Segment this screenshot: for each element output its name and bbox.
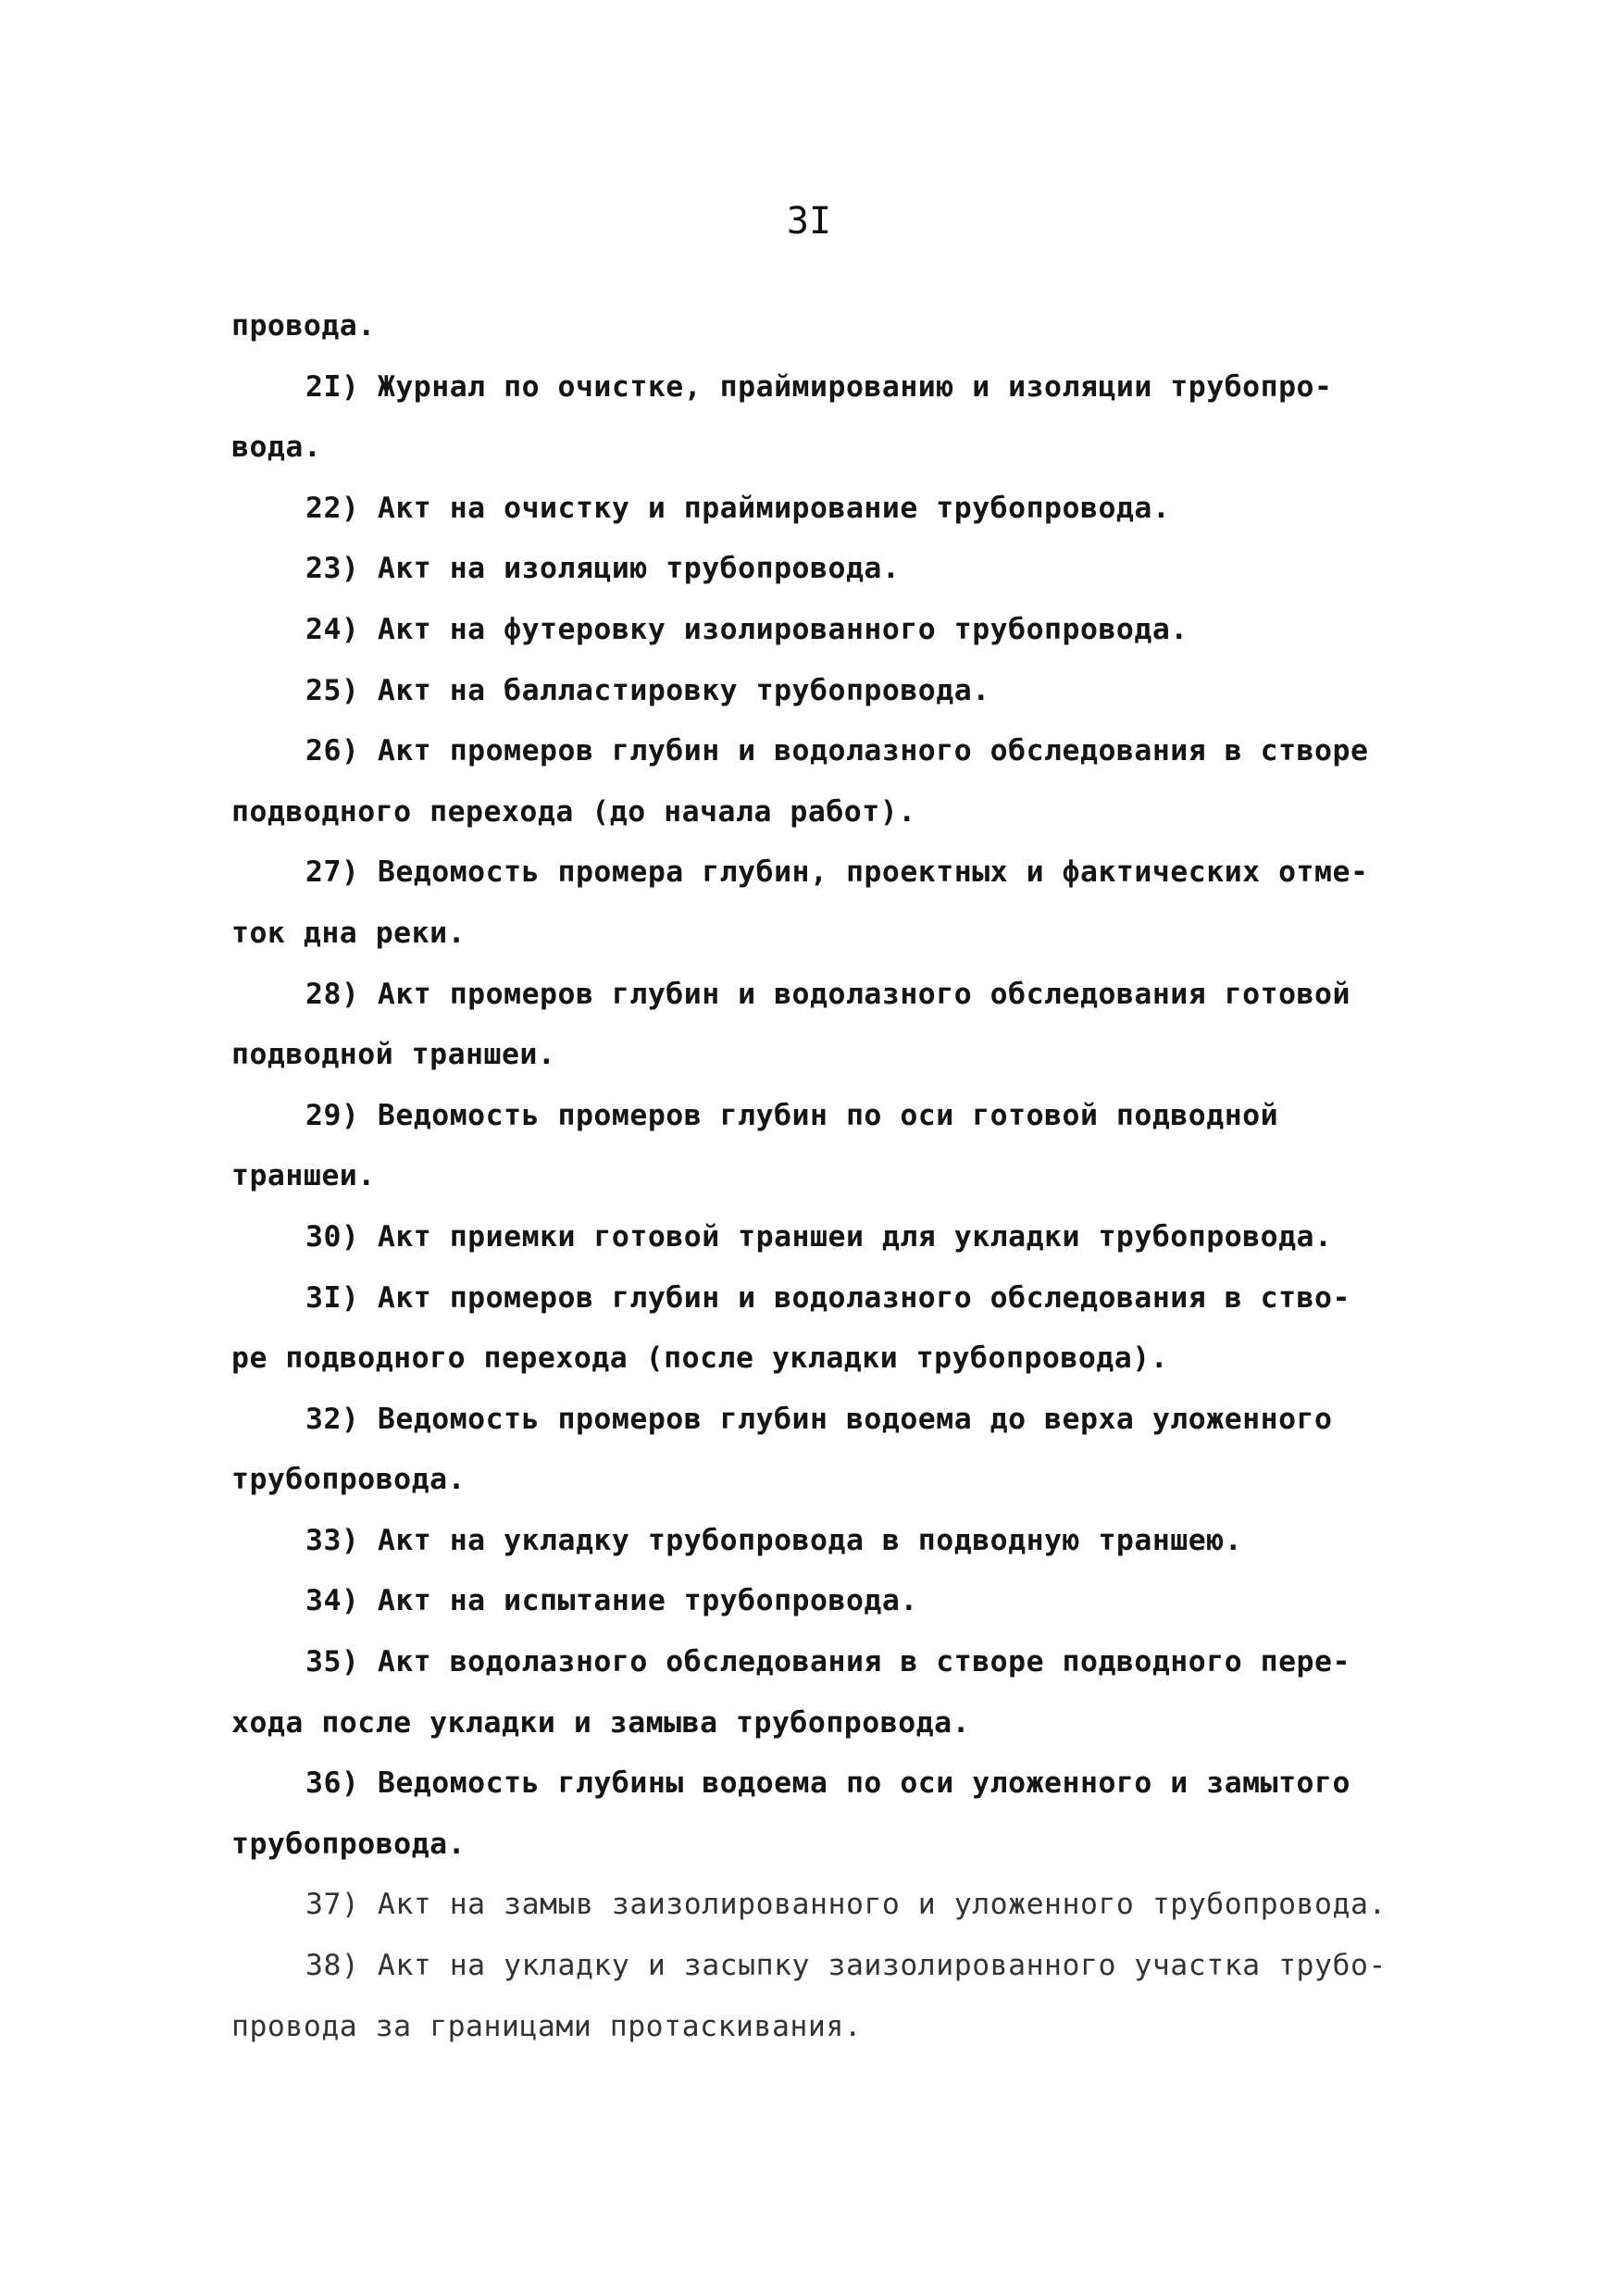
list-item-26: 26) Акт промеров глубин и водолазного обследования в створе <box>305 734 1369 768</box>
list-item-29: 29) Ведомость промеров глубин по оси готовой подводной <box>305 1098 1279 1132</box>
text-line: подводной траншеи. <box>231 1038 556 1072</box>
list-item-24: 24) Акт на футеровку изолированного трубопровода. <box>305 612 1189 646</box>
list-item-23: 23) Акт на изоляцию трубопровода. <box>305 552 901 586</box>
list-item-28: 28) Акт промеров глубин и водолазного обследования готовой <box>305 977 1350 1011</box>
document-body <box>231 296 1398 2057</box>
text-line: вода. <box>231 430 322 465</box>
list-item-36: 36) Ведомость глубины водоема по оси уложенного и замытого <box>305 1766 1350 1801</box>
text-line: ре подводного перехода (после укладки трубопровода). <box>231 1341 1169 1376</box>
list-item-27: 27) Ведомость промера глубин, проектных и фактических отме- <box>305 855 1369 890</box>
text-line: трубопровода. <box>231 1463 467 1497</box>
list-item-34: 34) Акт на испытание трубопровода. <box>305 1584 918 1618</box>
text-line: ток дна реки. <box>231 916 467 950</box>
list-item-21: 2I) Журнал по очистке, праймированию и изоляции трубопро- <box>305 369 1333 404</box>
text-line: хода после укладки и замыва трубопровода. <box>231 1705 971 1740</box>
list-item-33: 33) Акт на укладку трубопровода в подводную траншею. <box>305 1523 1243 1557</box>
list-item-37: 37) Акт на замыв заизолированного и уложенного трубопровода. <box>305 1888 1387 1922</box>
text-line: траншеи. <box>231 1159 376 1193</box>
list-item-25: 25) Акт на балластировку трубопровода. <box>305 673 990 707</box>
text-line: подводного перехода (до начала работ). <box>231 794 916 829</box>
text-line: провода. <box>231 309 376 343</box>
list-item-22: 22) Акт на очистку и праймирование трубопровода. <box>305 491 1171 525</box>
list-item-38: 38) Акт на укладку и засыпку заизолированного участка трубо- <box>305 1949 1387 1983</box>
list-item-30: 30) Акт приемки готовой траншеи для укладки трубопровода. <box>305 1219 1333 1254</box>
text-line: провода за границами протаскивания. <box>231 2009 863 2043</box>
text-line: трубопровода. <box>231 1827 467 1861</box>
list-item-32: 32) Ведомость промеров глубин водоема до верха уложенного <box>305 1402 1333 1436</box>
list-item-35: 35) Акт водолазного обследования в створе подводного пере- <box>305 1645 1350 1679</box>
page-number: 3I <box>786 200 832 243</box>
list-item-31: 3I) Акт промеров глубин и водолазного обследования в ство- <box>305 1280 1350 1315</box>
